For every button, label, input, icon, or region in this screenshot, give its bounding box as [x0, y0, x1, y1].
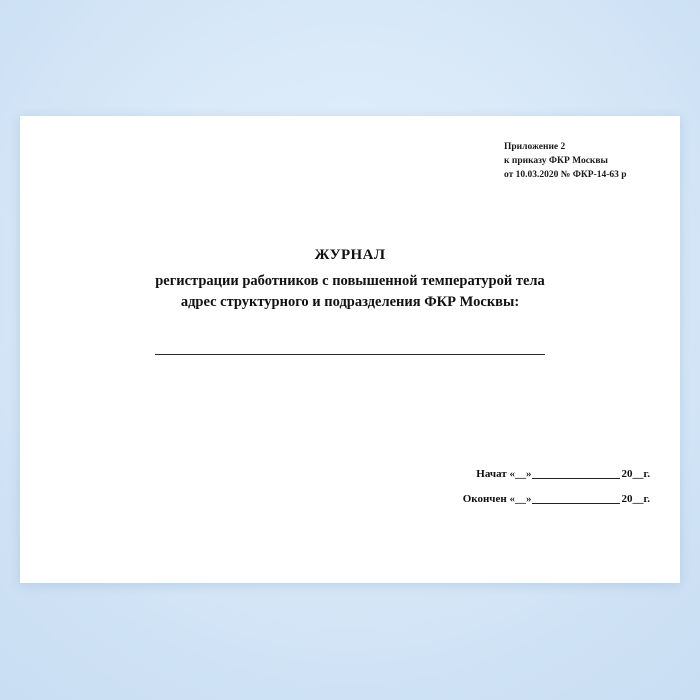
journal-finished-year: 20__г. — [621, 493, 650, 505]
journal-started-label: Начат «__» — [476, 468, 532, 480]
subtitle-line-1: регистрации работников с повышенной температурой тела — [155, 273, 545, 289]
appendix-line-2: к приказу ФКР Москвы — [504, 155, 608, 166]
document-sheet — [20, 116, 680, 583]
journal-started-line — [440, 468, 650, 480]
journal-finished-fill — [532, 503, 620, 504]
journal-finished-line — [440, 493, 650, 505]
document-subtitle — [20, 271, 680, 313]
document-title-block — [20, 247, 680, 313]
page-title: ЖУРНАЛ — [314, 247, 386, 263]
journal-started-year: 20__г. — [621, 468, 650, 480]
document-content — [20, 116, 680, 583]
appendix-reference — [504, 141, 664, 182]
appendix-line-1: Приложение 2 — [504, 142, 566, 152]
appendix-line-3: от 10.03.2020 № ФКР-14-63 р — [504, 169, 627, 180]
journal-dates-block — [440, 468, 650, 518]
subtitle-line-2: адрес структурного и подразделения ФКР Москвы: — [180, 294, 520, 311]
journal-started-fill — [532, 478, 620, 479]
journal-finished-label: Окончен «__» — [462, 493, 532, 505]
address-blank-line — [155, 354, 545, 355]
